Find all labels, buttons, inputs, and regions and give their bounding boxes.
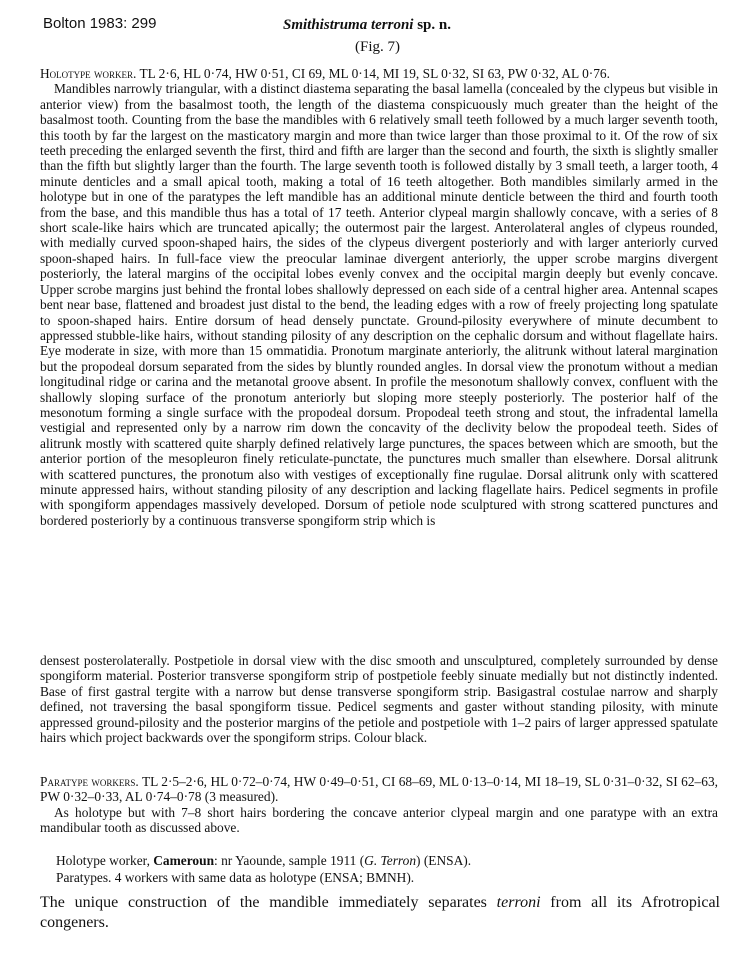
paratype-description-text: As holotype but with 7–8 short hairs bordering the concave anterior clypeal margin and one paratype with an extra mandibular tooth as discussed above. — [40, 804, 718, 836]
holotype-locality: : nr Yaounde, sample 1911 ( — [214, 853, 365, 868]
species-title — [283, 16, 451, 34]
species-status: sp. n. — [413, 17, 451, 33]
holotype-material-prefix: Holotype worker, — [56, 853, 154, 868]
species-name: Smithistruma terroni — [283, 17, 414, 33]
closing-text-after: from all its Afrotropical congeners. — [40, 894, 720, 931]
paratype-heading: Paratype workers. — [40, 774, 139, 789]
closing-species-epithet: terroni — [496, 894, 541, 911]
holotype-heading: Holotype worker. — [40, 66, 137, 81]
figure-reference: (Fig. 7) — [355, 39, 400, 55]
holotype-country: Cameroun — [153, 853, 215, 868]
holotype-material-line — [56, 853, 471, 869]
paratype-description — [40, 774, 718, 836]
holotype-depository: ) (ENSA). — [416, 853, 472, 868]
holotype-description — [40, 66, 718, 528]
holotype-measurements: TL 2·6, HL 0·74, HW 0·51, CI 69, ML 0·14, MI 19, SL 0·32, SI 63, PW 0·32, AL 0·76. — [136, 66, 610, 81]
paratypes-material-line: Paratypes. 4 workers with same data as holotype (ENSA; BMNH). — [56, 870, 415, 885]
closing-remark — [40, 893, 720, 933]
citation-reference: Bolton 1983: 299 — [43, 15, 157, 32]
holotype-description-continued: densest posterolaterally. Postpetiole in dorsal view with the disc smooth and unsculptured, completely surrounded by dense spongiform material. Posterior transverse spongiform strip of postpetiole feebly sinuate medially but not distinctly indented. Base of first gastral tergite with a narrow but dense transverse spongiform strip. Basigastral costulae narrow and sharply defined, not traversing the basal spongiform tissue. Pedicel segments and gaster without standing pilosity, with minute appressed ground-pilosity and the posterior margins of the petiole and postpetiole with 1–2 pairs of larger appressed spatulate hairs which project backwards over the spongiform strips. Colour black. — [40, 653, 718, 746]
holotype-description-text: Mandibles narrowly triangular, with a distinct diastema separating the basal lamella (concealed by the clypeus but visible in anterior view) from the basalmost tooth, the length of the diastema conspicuously much greater than the height of the basalmost tooth. Counting from the base the mandibles with 6 relatively small teeth followed by a much larger seventh tooth, this tooth by far the largest on the masticatory margin and more than twice larger than those proximal to it. Of the row of six teeth preceding the enlarged seventh the first, third and fifth are larger than the second and fourth, the sixth is slightly smaller than the fifth but slightly larger than the fourth. The large seventh tooth is followed distally by 3 small teeth, a larger tooth, 4 minute denticles and a small apical tooth, making a total of 16 teeth altogether. Both mandibles similarly armed in the holotype but in one of the paratypes the left mandible has an additional minute denticle between the third and fourth tooth from the base, and this mandible thus has a total of 17 teeth. Anterior clypeal margin shallowly concave, with a series of 8 short scale-like hairs which are truncated apically; the outermost pair the largest. Anterolateral angles of clypeus rounded, with medially curved spoon-shaped hairs, the sides of the clypeus divergent posteriorly and with larger anteriorly curved spoon-shaped hairs. In full-face view the preocular laminae divergent anteriorly, the upper scrobe margins divergent posteriorly, the lateral margins of the occipital lobes evenly convex and the occipital margin deeply but evenly concave. Upper scrobe margins just behind the frontal lobes shallowly depressed on each side of a central higher area. Antennal scapes bent near base, flattened and broadest just distal to the bend, the leading edges with a row of freely projecting long spatulate to spoon-shaped hairs. Entire dorsum of head densely punctate. Ground-pilosity everywhere of minute decumbent to appressed stubble-like hairs, without standing pilosity of any description on the cephalic dorsum and without flagellate hairs. Eye moderate in size, with more than 15 ommatidia. Pronotum marginate anteriorly, the alitrunk without lateral margination but the propodeal dorsum separated from the sides by bluntly rounded angles. In dorsal view the pronotum without a median longitudinal ridge or carina and the metanotal groove absent. In profile the mesonotum shallowly convex, confluent with the shallowly sloping surface of the pronotum anteriorly but sloping more steeply posteriorly. The posterior half of the mesonotum forming a single surface with the propodeal dorsum. Propodeal teeth strong and stout, the infradental lamella vestigial and represented only by a narrow rim down the concavity of the declivity below the propodeal teeth. Sides of alitrunk mostly with scattered quite sharply defined relatively large punctures, the spaces between which are smooth, but the anterior portion of the mesopleuron finely reticulate-punctate, the punctures much smaller than elsewhere. Dorsal alitrunk with scattered punctures, the pronotum also with vestiges of exceptionally fine rugulae. Dorsal alitrunk only with scattered minute appressed hairs, without standing pilosity of any description and lacking flagellate hairs. Pedicel segments in profile with spongiform appendages massively developed. Dorsum of petiole node sculptured with strong scattered punctures and bordered posteriorly by a continuous transverse spongiform strip which is — [40, 81, 718, 528]
closing-text-before: The unique construction of the mandible immediately separates — [40, 894, 497, 911]
holotype-collector: G. Terron — [364, 853, 417, 868]
paratype-measurements: TL 2·5–2·6, HL 0·72–0·74, HW 0·49–0·51, CI 68–69, ML 0·13–0·14, MI 18–19, SL 0·31–0·32, SI 62–63, PW 0·32–0·33, AL 0·74–0·78 (3 measured). — [40, 774, 718, 805]
